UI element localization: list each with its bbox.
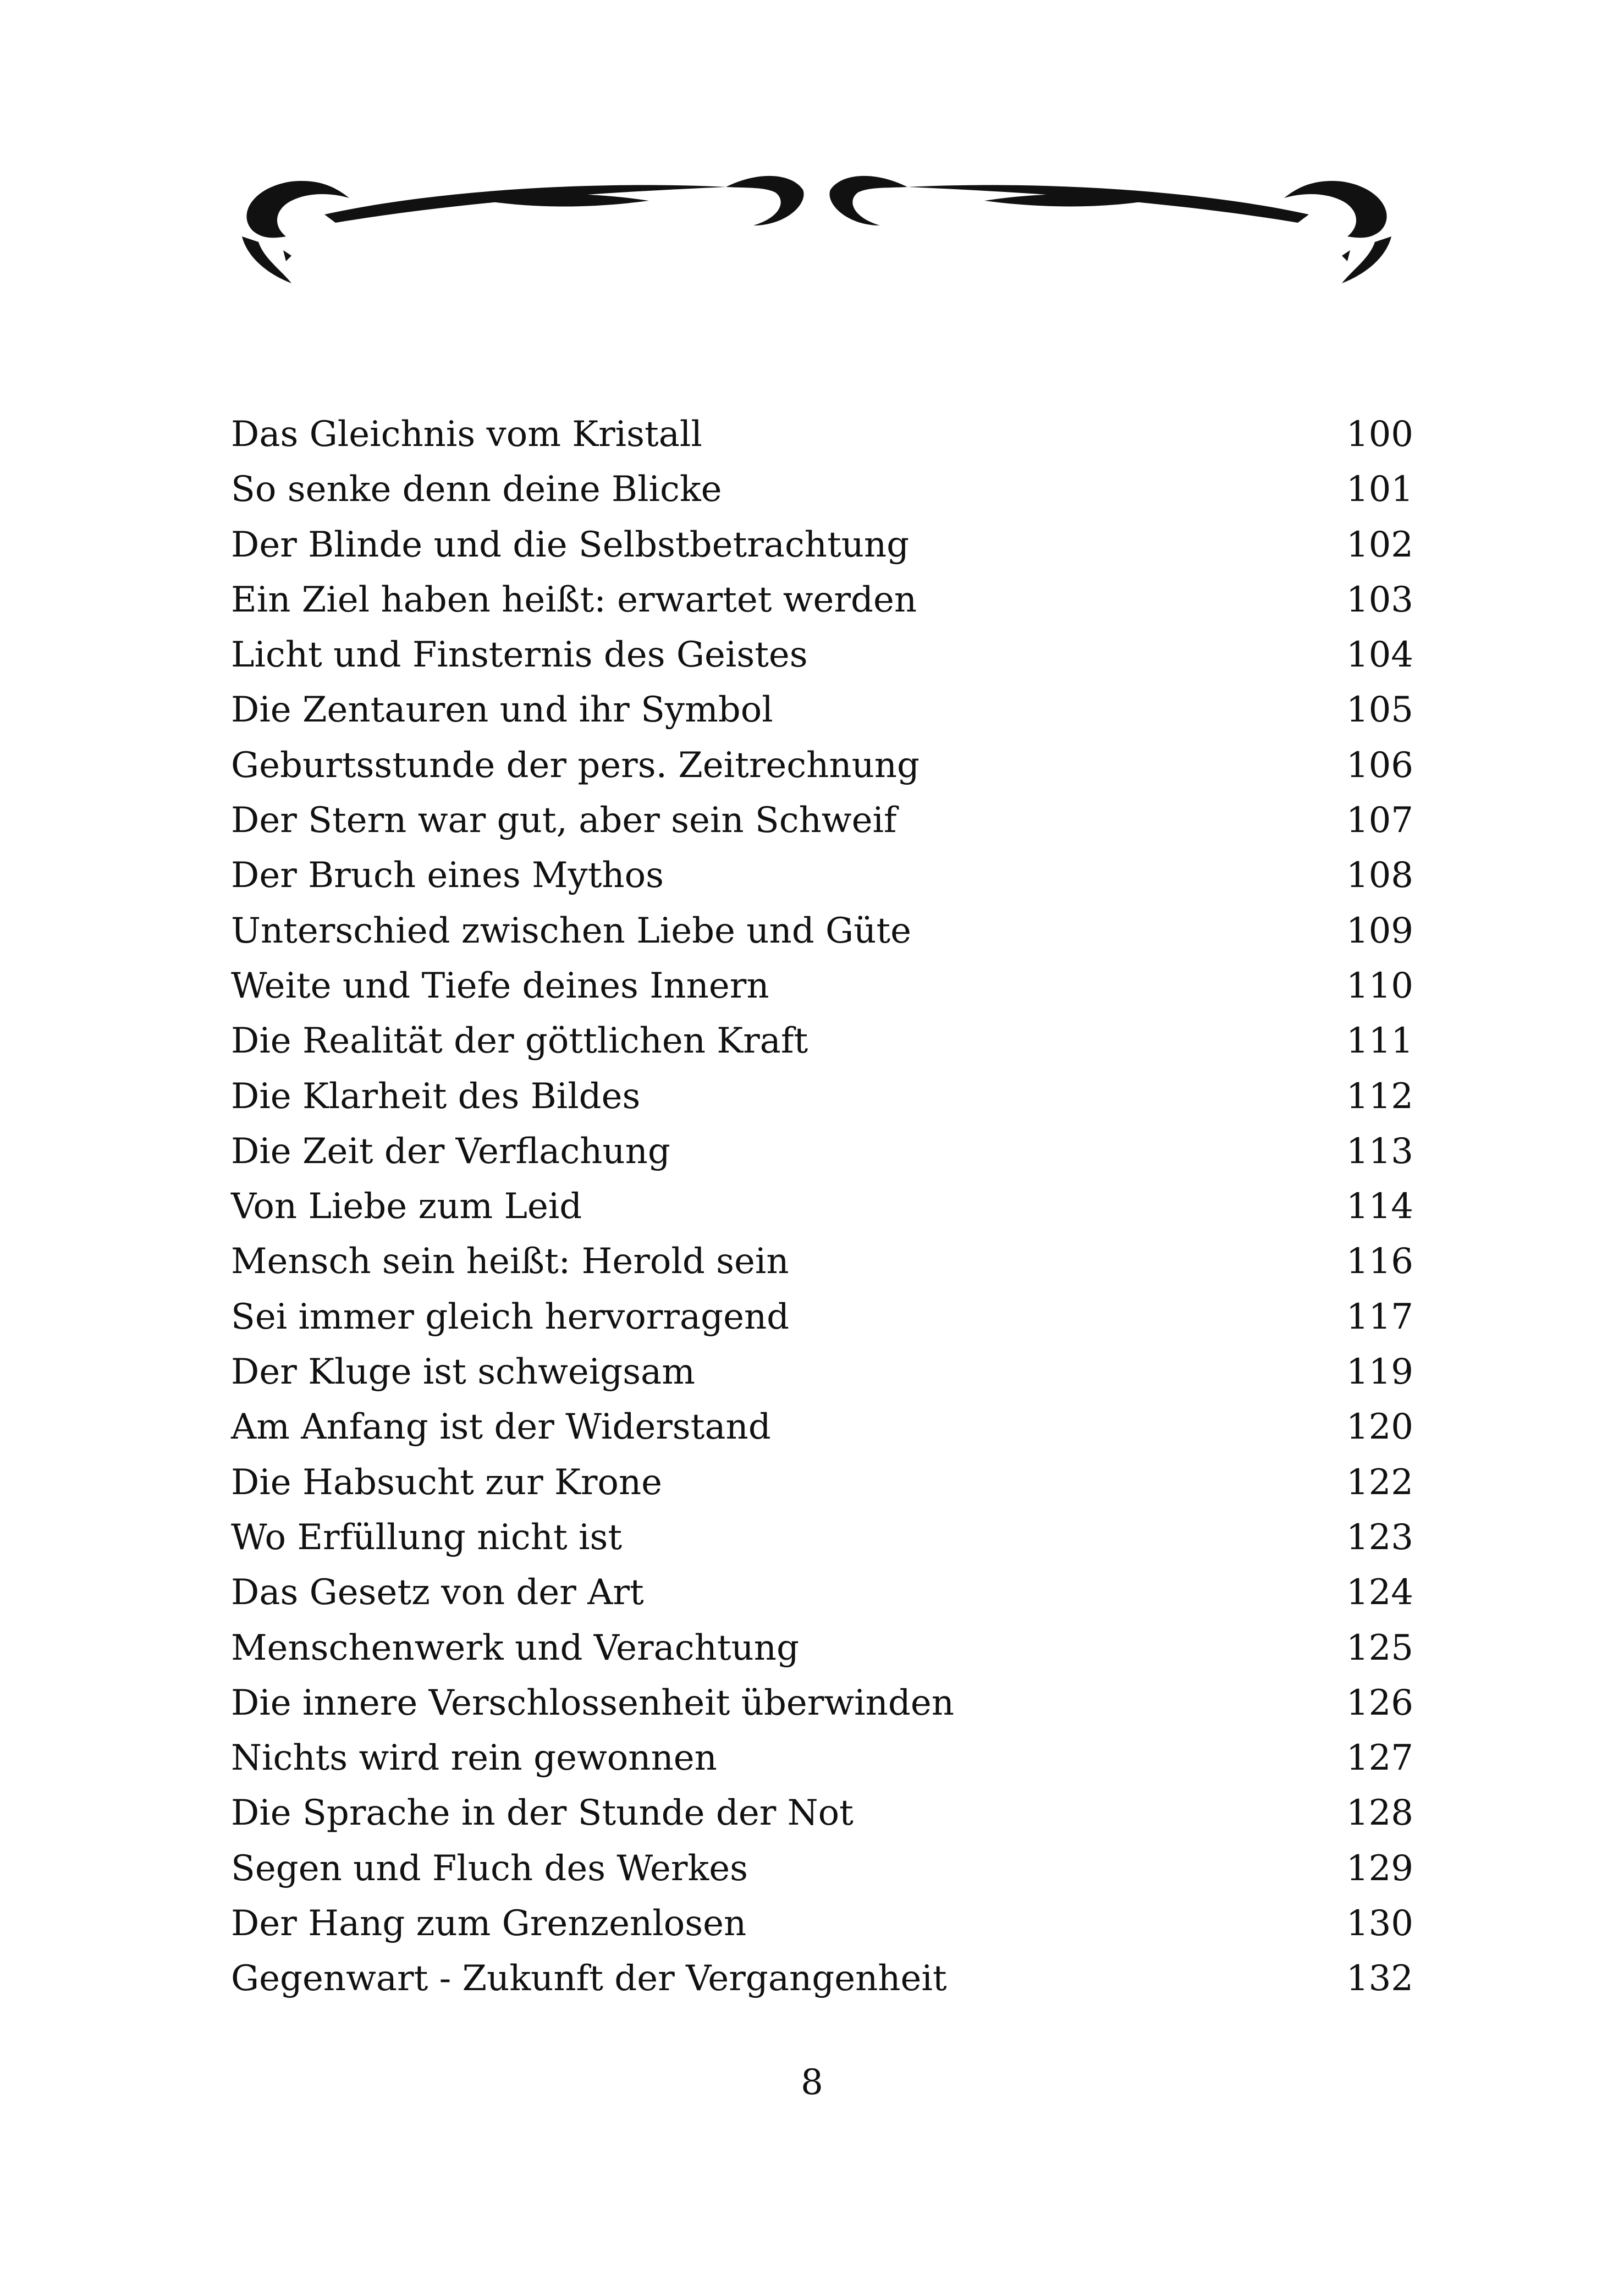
toc-entry-title: Gegenwart - Zukunft der Vergangenheit [231, 1958, 947, 1999]
toc-entry [231, 1455, 1413, 1510]
toc-entry-page: 120 [1346, 1407, 1413, 1448]
toc-entry-title: Von Liebe zum Leid [231, 1186, 582, 1227]
toc-entry-page: 105 [1346, 690, 1413, 731]
toc-entry-page: 104 [1346, 635, 1413, 676]
toc-entry-title: Unterschied zwischen Liebe und Güte [231, 910, 911, 951]
toc-entry-page: 116 [1346, 1241, 1413, 1282]
toc-entry-page: 108 [1346, 855, 1413, 896]
toc-entry-title: Die innere Verschlossenheit überwinden [231, 1682, 954, 1723]
toc-entry-page: 124 [1346, 1572, 1413, 1613]
toc-entry [231, 1124, 1413, 1179]
toc-entry-page: 129 [1346, 1848, 1413, 1889]
toc-entry [231, 1676, 1413, 1731]
toc-entry [231, 1345, 1413, 1400]
toc-entry-title: Der Hang zum Grenzenlosen [231, 1903, 747, 1945]
toc-entry-title: Weite und Tiefe deines Innern [231, 965, 769, 1006]
toc-entry-title: Das Gleichnis vom Kristall [231, 414, 702, 455]
toc-entry [231, 407, 1413, 462]
toc-entry-page: 117 [1346, 1296, 1413, 1337]
toc-entry [231, 1621, 1413, 1676]
toc-entry [231, 682, 1413, 737]
art-nouveau-scroll-ornament-icon [231, 148, 1402, 291]
toc-entry [231, 1731, 1413, 1786]
toc-entry-title: Segen und Fluch des Werkes [231, 1848, 748, 1889]
toc-entry-title: Menschenwerk und Verachtung [231, 1627, 799, 1668]
toc-entry-page: 101 [1346, 469, 1413, 510]
toc-entry-page: 111 [1346, 1021, 1413, 1062]
toc-entry-page: 127 [1346, 1738, 1413, 1779]
toc-entry [231, 848, 1413, 903]
toc-entry [231, 1290, 1413, 1345]
toc-entry-page: 128 [1346, 1793, 1413, 1834]
toc-entry-title: Der Blinde und die Selbstbetrachtung [231, 524, 910, 565]
toc-entry [231, 517, 1413, 572]
toc-entry [231, 462, 1413, 517]
toc-entry-title: Sei immer gleich hervorragend [231, 1296, 790, 1337]
toc-entry-title: Nichts wird rein gewonnen [231, 1738, 717, 1779]
toc-entry-page: 123 [1346, 1517, 1413, 1558]
toc-entry-page: 119 [1346, 1352, 1413, 1393]
toc-entry-title: Der Stern war gut, aber sein Schweif [231, 800, 897, 841]
toc-entry [231, 627, 1413, 682]
toc-entry-title: Die Habsucht zur Krone [231, 1462, 663, 1503]
toc-entry-page: 113 [1346, 1131, 1413, 1172]
toc-entry-title: Am Anfang ist der Widerstand [231, 1407, 771, 1448]
toc-entry-page: 109 [1346, 910, 1413, 951]
page-number: 8 [801, 2062, 823, 2103]
toc-entry-page: 125 [1346, 1627, 1413, 1668]
toc-entry [231, 959, 1413, 1013]
toc-entry-page: 130 [1346, 1903, 1413, 1945]
toc-entry-page: 100 [1346, 414, 1413, 455]
toc-entry [231, 1951, 1413, 2006]
toc-entry-page: 114 [1346, 1186, 1413, 1227]
toc-entry [231, 793, 1413, 848]
toc-entry-page: 122 [1346, 1462, 1413, 1503]
toc-entry [231, 1069, 1413, 1124]
toc-entry [231, 1841, 1413, 1896]
toc-entry [231, 904, 1413, 959]
toc-entry-page: 112 [1346, 1076, 1413, 1117]
toc-entry [231, 1510, 1413, 1565]
toc-entry-title: Mensch sein heißt: Herold sein [231, 1241, 789, 1282]
toc-entry-page: 132 [1346, 1958, 1413, 1999]
toc-entry-title: Die Zeit der Verflachung [231, 1131, 670, 1172]
toc-entry-title: Die Sprache in der Stunde der Not [231, 1793, 854, 1834]
toc-entry-page: 107 [1346, 800, 1413, 841]
toc-entry-page: 102 [1346, 524, 1413, 565]
toc-entry-page: 103 [1346, 579, 1413, 620]
toc-entry-title: Das Gesetz von der Art [231, 1572, 644, 1613]
toc-entry-page: 110 [1346, 965, 1413, 1006]
toc-entry-title: Der Bruch eines Mythos [231, 855, 664, 896]
toc-entry-title: Die Zentauren und ihr Symbol [231, 690, 773, 731]
toc-entry [231, 1400, 1413, 1455]
toc-entry-title: Ein Ziel haben heißt: erwartet werden [231, 579, 917, 620]
toc-entry-title: So senke denn deine Blicke [231, 469, 722, 510]
toc-entry-title: Die Klarheit des Bildes [231, 1076, 641, 1117]
toc-entry-title: Licht und Finsternis des Geistes [231, 635, 808, 676]
toc-entry-title: Geburtsstunde der pers. Zeitrechnung [231, 745, 920, 786]
toc-entry [231, 738, 1413, 793]
toc-entry [231, 1896, 1413, 1951]
toc-entry [231, 1013, 1413, 1068]
toc-entry-title: Die Realität der göttlichen Kraft [231, 1021, 808, 1062]
toc-entry [231, 1179, 1413, 1234]
toc-entry-page: 106 [1346, 745, 1413, 786]
toc-entry-page: 126 [1346, 1682, 1413, 1723]
toc-entry [231, 1234, 1413, 1289]
toc-entry [231, 1786, 1413, 1841]
toc-entry-title: Wo Erfüllung nicht ist [231, 1517, 623, 1558]
toc-entry-title: Der Kluge ist schweigsam [231, 1352, 695, 1393]
table-of-contents [231, 407, 1413, 2007]
toc-entry [231, 1565, 1413, 1620]
toc-entry [231, 572, 1413, 627]
